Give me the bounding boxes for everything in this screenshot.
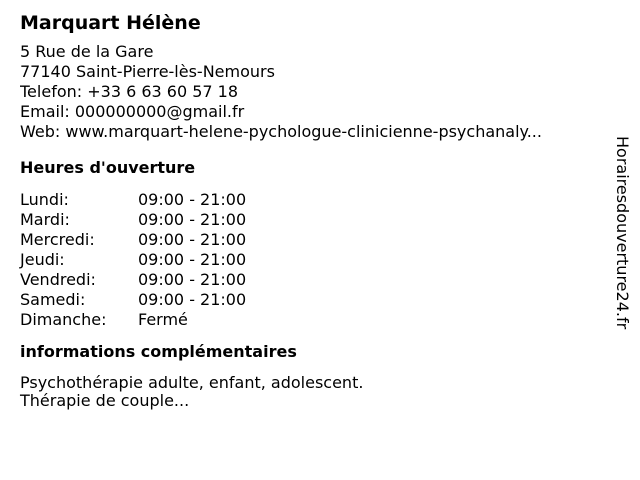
address-city: 77140 Saint-Pierre-lès-Nemours [20, 62, 275, 81]
time-value: 09:00 - 21:00 [138, 190, 247, 209]
time-value: 09:00 - 21:00 [138, 290, 247, 309]
business-card [20, 10, 600, 410]
opening-hours-title: Heures d'ouverture [20, 158, 196, 177]
time-value: 09:00 - 21:00 [138, 250, 247, 269]
additional-info-title: informations complémentaires [20, 342, 297, 361]
hours-row-wednesday [20, 230, 600, 250]
address-street: 5 Rue de la Gare [20, 42, 154, 61]
hours-row-tuesday [20, 210, 600, 230]
hours-row-friday [20, 270, 600, 290]
website-line: Web: www.marquart-helene-pychologue-clinicienne-psychanaly... [20, 122, 542, 141]
day-label: Mercredi: [20, 230, 95, 249]
hours-row-monday [20, 190, 600, 210]
hours-row-sunday [20, 310, 600, 330]
phone-line: Telefon: +33 6 63 60 57 18 [20, 82, 239, 101]
additional-info-text: Psychothérapie adulte, enfant, adolescent. Thérapie de couple... [20, 373, 364, 410]
day-label: Lundi: [20, 190, 69, 209]
contact-block [20, 42, 600, 142]
day-label: Samedi: [20, 290, 86, 309]
hours-row-saturday [20, 290, 600, 310]
time-value: 09:00 - 21:00 [138, 270, 247, 289]
email-line: Email: 000000000@gmail.fr [20, 102, 245, 121]
time-value: Fermé [138, 310, 188, 329]
watermark-text: Horairesdouverture24.fr [613, 136, 632, 330]
hours-row-thursday [20, 250, 600, 270]
day-label: Vendredi: [20, 270, 96, 289]
time-value: 09:00 - 21:00 [138, 230, 247, 249]
time-value: 09:00 - 21:00 [138, 210, 247, 229]
opening-hours-table [20, 190, 600, 330]
day-label: Mardi: [20, 210, 70, 229]
business-name: Marquart Hélène [20, 12, 201, 34]
day-label: Jeudi: [20, 250, 65, 269]
day-label: Dimanche: [20, 310, 107, 329]
